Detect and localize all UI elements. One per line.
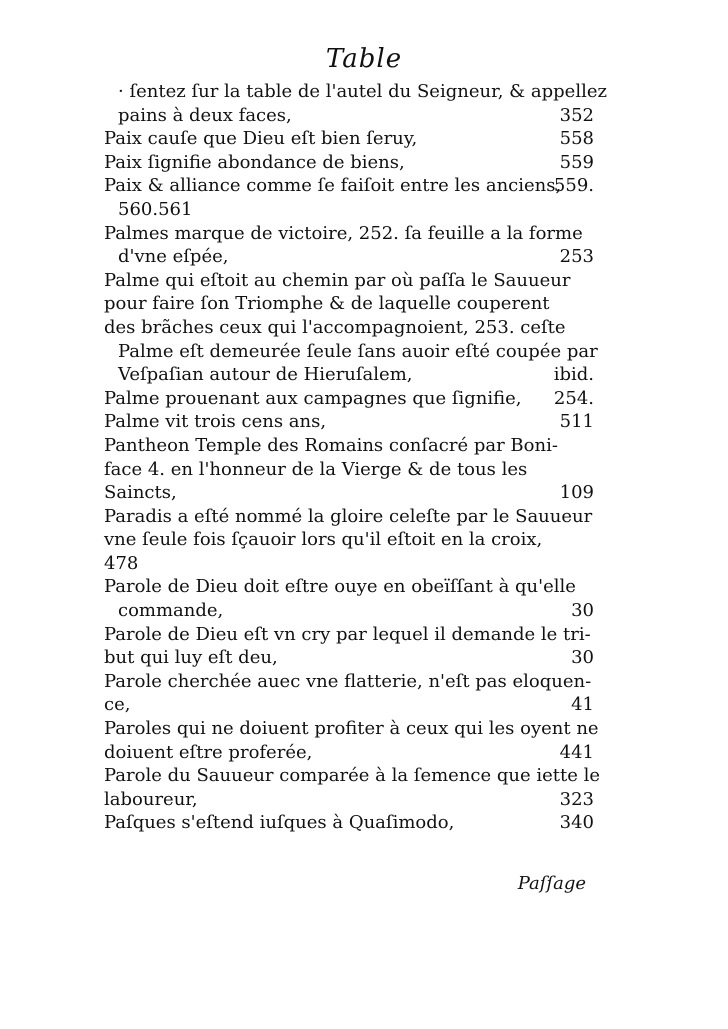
- index-line-text: 560.561: [118, 198, 193, 220]
- index-line: [104, 127, 594, 151]
- index-line: [104, 811, 594, 835]
- index-line: [104, 174, 594, 198]
- index-line: [104, 269, 594, 293]
- index-line-text: laboureur,: [104, 788, 198, 810]
- index-line: [104, 387, 594, 411]
- index-line-text: Veſpaſian autour de Hieruſalem,: [118, 364, 413, 386]
- index-line: [104, 340, 598, 364]
- index-line: [104, 599, 594, 623]
- index-line: [104, 788, 594, 812]
- index-line: [104, 528, 594, 552]
- index-line-page-number: 30: [571, 647, 594, 669]
- index-line-text: Palmes marque de victoire, 252. ſa feuille a la forme: [104, 222, 583, 244]
- index-line-text: Paix cauſe que Dieu eſt bien ſeruy,: [104, 128, 418, 150]
- index-line-text: pour faire ſon Triomphe & de laquelle couperent: [104, 293, 550, 315]
- index-line: [104, 505, 594, 529]
- index-line-text: Palme eſt demeurée ſeule ſans auoir eſté coupée par: [118, 340, 598, 362]
- index-line: [104, 481, 594, 505]
- index-line-page-number: 559.: [553, 175, 594, 197]
- index-line-text: Palme prouenant aux campagnes que ſignifie,: [104, 387, 522, 409]
- index-line: [104, 693, 594, 717]
- index-line: [104, 764, 601, 788]
- index-line-text: Saincts,: [104, 482, 177, 504]
- index-line-page-number: 559: [559, 151, 594, 173]
- index-line-text: Paix & alliance comme ſe faiſoit entre les anciens,: [104, 175, 562, 197]
- index-line: [104, 245, 594, 269]
- index-line-text: face 4. en l'honneur de la Vierge & de tous les: [104, 458, 528, 480]
- index-line: [104, 646, 594, 670]
- index-line-page-number: ibid.: [553, 364, 594, 386]
- index-line-text: · ſentez ſur la table de l'autel du Seigneur, & appellez: [118, 81, 607, 102]
- index-line: [104, 552, 594, 576]
- index-line-text: 478: [104, 552, 139, 574]
- index-line-text: Paix ſignifie abondance de biens,: [104, 151, 405, 173]
- index-line: [104, 434, 594, 458]
- index-line: [104, 717, 599, 741]
- catchword: Paſſage: [517, 873, 586, 894]
- index-line-page-number: 340: [559, 812, 594, 834]
- index-line: [104, 316, 594, 340]
- index-line-text: commande,: [118, 600, 224, 622]
- index-line: [104, 458, 594, 482]
- running-head: Table: [325, 44, 403, 74]
- index-line-text: Paroles qui ne doiuent profiter à ceux qui les oyent ne: [104, 718, 599, 740]
- index-line-text: des brãches ceux qui l'accompagnoient, 253. ceſte: [104, 316, 566, 338]
- index-line: [104, 80, 607, 104]
- index-line-page-number: 511: [559, 411, 594, 433]
- index-entries: [104, 80, 607, 835]
- index-line: [104, 410, 594, 434]
- index-line-text: Palme vit trois cens ans,: [104, 411, 327, 433]
- index-line: [104, 623, 594, 647]
- index-line: [104, 104, 594, 128]
- index-line-text: Parole du Sauueur comparée à la ſemence que iette le: [104, 765, 601, 787]
- index-line-page-number: 323: [559, 788, 594, 810]
- index-line-text: doiuent eſtre proferée,: [104, 741, 313, 763]
- index-line-text: Palme qui eſtoit au chemin par où paſſa le Sauueur: [104, 269, 571, 291]
- index-line: [104, 222, 594, 246]
- index-line-text: Parole de Dieu eſt vn cry par lequel il demande le tri-: [104, 623, 591, 645]
- index-line-text: pains à deux faces,: [118, 104, 292, 126]
- index-line: [104, 363, 594, 387]
- index-line-page-number: 441: [559, 741, 594, 763]
- index-line-text: ce,: [104, 694, 131, 716]
- index-line: [104, 670, 594, 694]
- index-line-page-number: 253: [559, 246, 594, 268]
- index-line-page-number: 30: [571, 600, 594, 622]
- index-line-text: Pantheon Temple des Romains conſacré par Boni-: [104, 434, 558, 456]
- index-line-text: but qui luy eſt deu,: [104, 647, 278, 669]
- index-line: [104, 741, 594, 765]
- index-line-text: Parole cherchée auec vne flatterie, n'eſt pas eloquen-: [104, 670, 592, 692]
- index-line-text: Paradis a eſté nommé la gloire celeſte par le Sauueur: [104, 505, 593, 527]
- index-line-text: vne ſeule fois ſçauoir lors qu'il eſtoit en la croix,: [104, 529, 543, 551]
- index-line-page-number: 41: [571, 694, 594, 716]
- index-line-page-number: 352: [559, 104, 594, 126]
- index-line: [104, 292, 594, 316]
- index-line-page-number: 254.: [553, 387, 594, 409]
- index-line-text: Paſques s'eſtend iuſques à Quaſimodo,: [104, 812, 455, 834]
- index-line-page-number: 109: [559, 482, 594, 504]
- index-line-text: Parole de Dieu doit eſtre ouye en obeïſſant à qu'elle: [104, 576, 576, 598]
- index-line-text: d'vne eſpée,: [118, 246, 229, 268]
- index-line: [104, 151, 594, 175]
- index-line: [104, 575, 594, 599]
- index-line-page-number: 558: [559, 128, 594, 150]
- index-line: [104, 198, 594, 222]
